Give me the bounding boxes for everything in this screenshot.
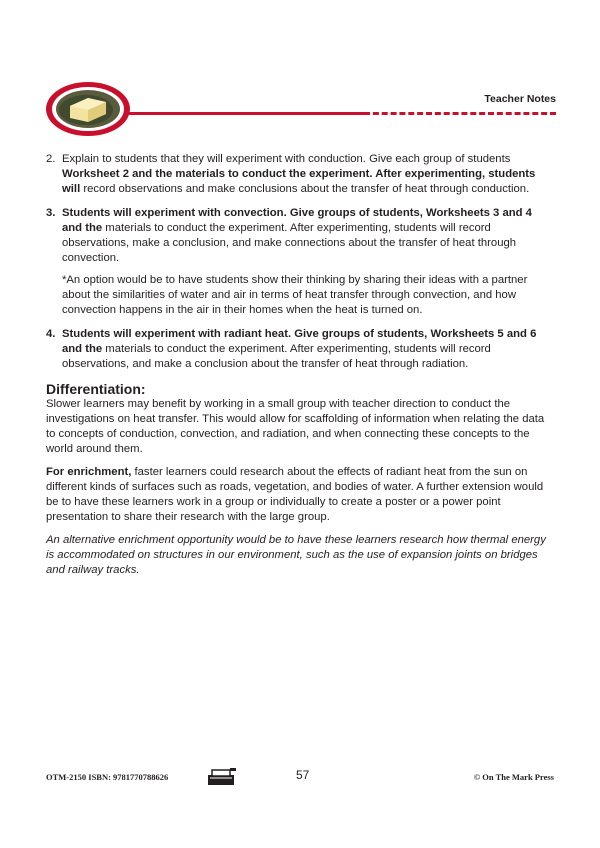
page-header — [0, 0, 600, 150]
header-rule-dashed — [364, 112, 556, 115]
item-bold-text: Students will experiment with radiant heat. Give groups of students, Worksheets 5 and 6 and the — [62, 328, 537, 355]
list-item — [46, 152, 554, 197]
enrichment-label: For enrichment, — [46, 466, 132, 478]
item-note: *An option would be to have students show their thinking by sharing their ideas with a partner about the similarities of water and air in terms of heat transfer through convection, and how convection happens in the air in their homes when the heat is turned on. — [62, 274, 528, 316]
section-heading: Differentiation: — [46, 381, 146, 397]
footer-code: OTM-2150 ISBN: 9781770788626 — [46, 772, 169, 782]
page-title: Teacher Notes — [484, 93, 556, 105]
item-number: 2. — [46, 153, 56, 165]
item-text: record observations and make conclusions about the transfer of heat through conduction. — [80, 183, 530, 195]
main-content — [46, 152, 554, 586]
item-number: 3. — [46, 207, 56, 219]
page-number: 57 — [296, 768, 310, 782]
item-text: materials to conduct the experiment. After experimenting, students will record observations, and make a conclusion about the transfer of heat through radiation. — [62, 343, 491, 370]
paragraph-alternative: An alternative enrichment opportunity would be to have these learners research how thermal energy is accommodated on structures in our environment, such as the use of expansion joints on bridges and railway tracks. — [46, 534, 546, 576]
item-bold-text: Worksheet 2 and the materials to conduct the experiment. After experimenting, students will — [62, 168, 536, 195]
paragraph-enrichment — [46, 465, 554, 525]
footer-copyright: © On The Mark Press — [473, 772, 554, 782]
item-text: materials to conduct the experiment. After experimenting, students will record observations, make a conclusion, and make connections about the transfer of heat through convection. — [62, 222, 517, 264]
item-bold-text: Students will experiment with convection. Give groups of students, Worksheets 3 and 4 and the — [62, 207, 532, 234]
butter-on-plate-icon — [44, 80, 132, 138]
list-item — [46, 206, 554, 318]
paragraph-slower-learners: Slower learners may benefit by working in a small group with teacher direction to conduct the investigations on heat transfer. This would allow for scaffolding of information when relating the data to concepts of conduction, convection, and radiation, and when connecting these concepts to the world around them. — [46, 398, 545, 455]
item-text: Explain to students that they will experiment with conduction. Give each group of students — [62, 153, 511, 165]
header-rule-solid — [128, 112, 364, 115]
enrichment-text: faster learners could research about the effects of radiant heat from the sun on different kinds of surfaces such as roads, vegetation, and bodies of water. A further extension would be to have these learners work in a group or individually to create a poster or a power point presentation to share their research with the large group. — [46, 466, 544, 523]
list-item — [46, 327, 554, 372]
copier-icon — [206, 767, 238, 787]
item-number: 4. — [46, 328, 56, 340]
page-footer — [46, 767, 554, 787]
